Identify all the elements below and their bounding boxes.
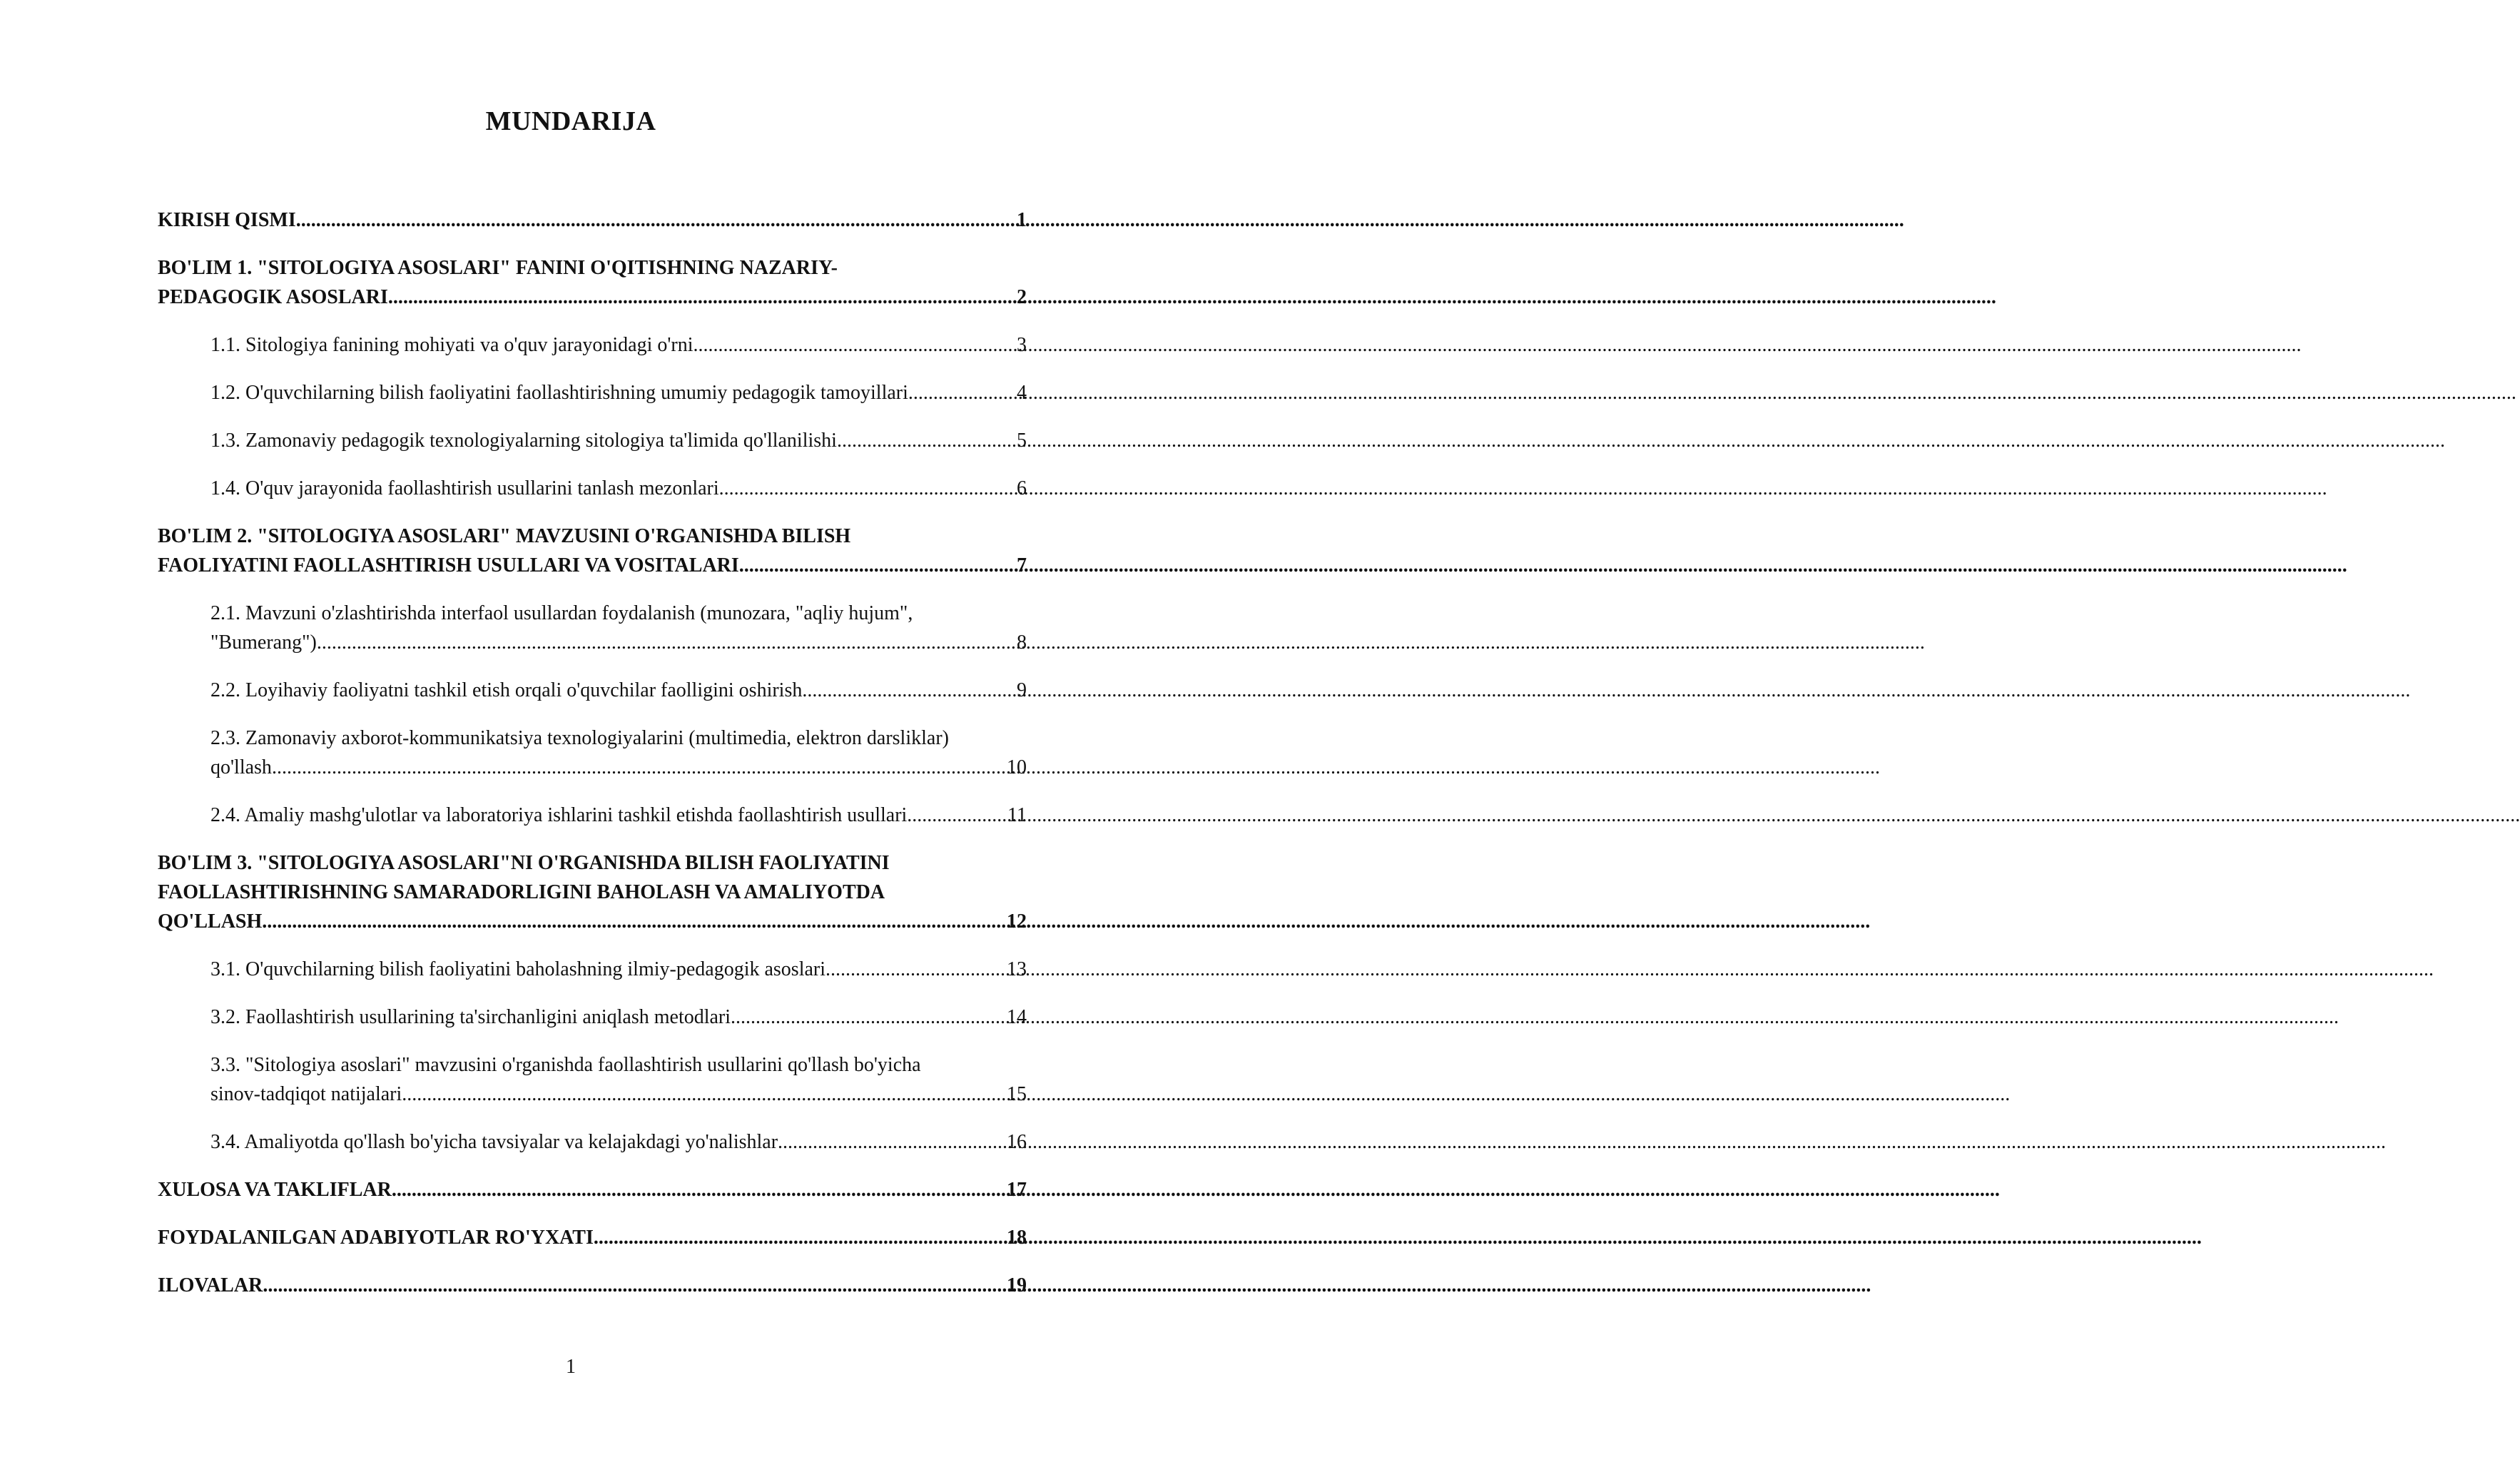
toc-entry-title-line: BO'LIM 2. "SITOLOGIYA ASOSLARI" MAVZUSINI O'RGANISHDA BILISH [158, 525, 851, 547]
toc-page-number: 10 [1007, 756, 1027, 778]
toc-subsection-entry [210, 1003, 1027, 1032]
table-of-contents [158, 205, 1027, 1319]
toc-entry-line [210, 474, 1027, 503]
toc-section-entry [158, 522, 1027, 580]
toc-dot-leader [908, 378, 1016, 407]
toc-dot-leader [739, 551, 1016, 580]
toc-section-entry [158, 1271, 1027, 1300]
toc-page-number: 18 [1007, 1227, 1027, 1249]
toc-page-number: 13 [1007, 958, 1027, 980]
toc-dot-leader [272, 753, 1006, 782]
toc-entry-line [210, 1003, 1027, 1032]
toc-page-number: 8 [1017, 631, 1027, 654]
toc-entry-line [158, 551, 1027, 580]
toc-entry-title: PEDAGOGIK ASOSLARI [158, 286, 388, 308]
toc-dot-leader [296, 205, 1016, 235]
toc-subsection-entry [210, 474, 1027, 503]
toc-entry-title: 1.3. Zamonaviy pedagogik texnologiyalarning sitologiya ta'limida qo'llanilishi [210, 430, 837, 452]
toc-page-number: 2 [1017, 286, 1027, 308]
toc-entry-title: qo'llash [210, 756, 272, 778]
toc-page-number: 9 [1017, 679, 1027, 701]
toc-subsection-entry [210, 378, 1027, 407]
toc-subsection-entry [210, 330, 1027, 360]
toc-entry-title: 1.1. Sitologiya fanining mohiyati va o'quv jarayonidagi o'rni [210, 334, 693, 356]
toc-subsection-entry [210, 801, 1027, 830]
toc-entry-line [210, 801, 1027, 830]
toc-subsection-entry [210, 599, 1027, 657]
toc-subsection-entry [210, 724, 1027, 782]
toc-entry-line [210, 426, 1027, 455]
toc-page-number: 4 [1017, 382, 1027, 404]
toc-subsection-entry [210, 676, 1027, 705]
toc-entry-title: 2.4. Amaliy mashg'ulotlar va laboratoriya ishlarini tashkil etishda faollashtirish usullari. [210, 804, 913, 826]
toc-page-number: 3 [1017, 334, 1027, 356]
toc-entry-line [158, 205, 1027, 235]
toc-entry-line [158, 283, 1027, 312]
toc-entry-line [158, 1175, 1027, 1204]
toc-entry-line [210, 378, 1027, 407]
toc-entry-title: 3.2. Faollashtirish usullarining ta'sirchanligini aniqlash metodlari [210, 1006, 731, 1028]
toc-dot-leader [263, 1271, 1006, 1300]
toc-entry-title-line: BO'LIM 1. "SITOLOGIYA ASOSLARI" FANINI O'QITISHNING NAZARIY- [158, 257, 838, 279]
toc-page-number: 5 [1017, 430, 1027, 452]
toc-entry-line [210, 628, 1027, 657]
toc-page-number: 16 [1007, 1131, 1027, 1153]
toc-entry-title: ILOVALAR [158, 1274, 263, 1296]
toc-page-number: 12 [1007, 910, 1027, 933]
toc-entry-title: sinov-tadqiqot natijalari [210, 1083, 402, 1105]
toc-entry-line [158, 1223, 1027, 1252]
toc-entry-title: KIRISH QISMI [158, 209, 296, 231]
toc-entry-line [158, 1271, 1027, 1300]
toc-dot-leader [825, 955, 1006, 984]
toc-section-entry [158, 1175, 1027, 1204]
toc-dot-leader [912, 801, 1007, 830]
toc-section-entry [158, 1223, 1027, 1252]
toc-dot-leader [731, 1003, 1006, 1032]
toc-entry-line [210, 753, 1027, 782]
toc-page-number: 1 [1017, 209, 1027, 231]
toc-entry-title-line: BO'LIM 3. "SITOLOGIYA ASOSLARI"NI O'RGANISHDA BILISH FAOLIYATINI FAOLLASHTIRISHNING SAMARADORLIGINI BAHOLASH VA AMALIYOTDA [158, 852, 890, 903]
toc-dot-leader [719, 474, 1016, 503]
toc-page-number: 6 [1017, 477, 1027, 499]
toc-entry-title: 1.2. O'quvchilarning bilish faoliyatini faollashtirishning umumiy pedagogik tamoyillari [210, 382, 908, 404]
toc-subsection-entry [210, 1127, 1027, 1157]
toc-entry-title: "Bumerang") [210, 631, 317, 654]
toc-dot-leader [837, 426, 1016, 455]
toc-page-number: 7 [1017, 554, 1027, 577]
toc-subsection-entry [210, 426, 1027, 455]
toc-page-number: 17 [1007, 1179, 1027, 1201]
toc-entry-title: XULOSA VA TAKLIFLAR [158, 1179, 392, 1201]
toc-entry-title-line: 3.3. "Sitologiya asoslari" mavzusini o'rganishda faollashtirish usullarini qo'llash bo'yicha [210, 1054, 921, 1076]
page-title: MUNDARIJA [485, 106, 656, 136]
toc-section-entry [158, 205, 1027, 235]
toc-section-entry [158, 848, 1027, 936]
toc-entry-title: 2.2. Loyihaviy faoliyatni tashkil etish orqali o'quvchilar faolligini oshirish [210, 679, 803, 701]
toc-entry-line [210, 1080, 1027, 1109]
toc-entry-line [210, 1127, 1027, 1157]
toc-entry-line [210, 676, 1027, 705]
toc-entry-title: 1.4. O'quv jarayonida faollashtirish usullarini tanlash mezonlari [210, 477, 719, 499]
toc-entry-title: 3.4. Amaliyotda qo'llash bo'yicha tavsiyalar va kelajakdagi yo'nalishlar [210, 1131, 778, 1153]
toc-entry-title: FOYDALANILGAN ADABIYOTLAR RO'YXATI [158, 1227, 594, 1249]
toc-dot-leader [317, 628, 1016, 657]
toc-subsection-entry [210, 955, 1027, 984]
toc-entry-title: QO'LLASH [158, 910, 263, 933]
toc-page-number: 11 [1007, 804, 1027, 826]
toc-page-number: 14 [1007, 1006, 1027, 1028]
toc-dot-leader [693, 330, 1016, 360]
page-number: 1 [566, 1356, 576, 1378]
toc-dot-leader [392, 1175, 1006, 1204]
toc-dot-leader [802, 676, 1016, 705]
toc-entry-line [158, 907, 1027, 936]
toc-entry-title-line: 2.3. Zamonaviy axborot-kommunikatsiya texnologiyalarini (multimedia, elektron darsliklar) [210, 727, 949, 749]
toc-page-number: 15 [1007, 1083, 1027, 1105]
toc-entry-title-line: 2.1. Mavzuni o'zlashtirishda interfaol usullardan foydalanish (munozara, "aqliy hujum", [210, 602, 913, 624]
toc-entry-line [210, 955, 1027, 984]
toc-entry-title: FAOLIYATINI FAOLLASHTIRISH USULLARI VA VOSITALARI [158, 554, 739, 577]
toc-section-entry [158, 253, 1027, 312]
toc-dot-leader [402, 1080, 1006, 1109]
toc-dot-leader [388, 283, 1016, 312]
toc-entry-line [210, 330, 1027, 360]
document-page [0, 0, 1142, 1477]
toc-page-number: 19 [1007, 1274, 1027, 1296]
toc-dot-leader [778, 1127, 1006, 1157]
toc-subsection-entry [210, 1050, 1027, 1109]
toc-dot-leader [594, 1223, 1006, 1252]
toc-dot-leader [262, 907, 1006, 936]
toc-entry-title: 3.1. O'quvchilarning bilish faoliyatini baholashning ilmiy-pedagogik asoslari [210, 958, 826, 980]
